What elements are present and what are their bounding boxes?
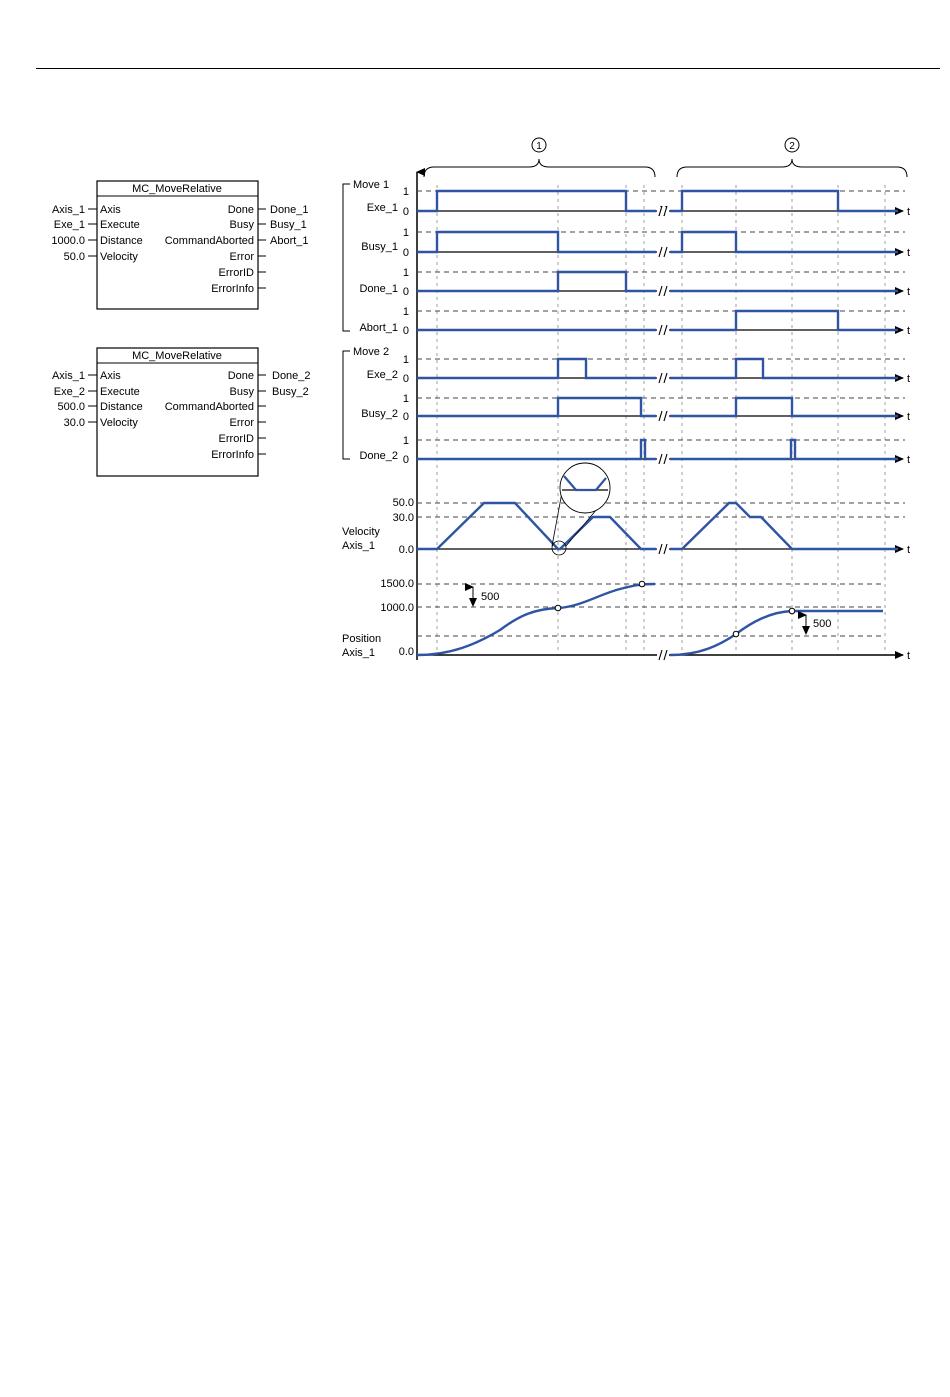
function-block-1 bbox=[51, 181, 308, 309]
position-curve-phase-1 bbox=[417, 584, 655, 655]
abort-1-waveform-phase-2 bbox=[670, 311, 898, 330]
phase-1-number: 1 bbox=[536, 141, 542, 152]
position-marker-3 bbox=[733, 631, 739, 637]
signal-row-abort-1 bbox=[359, 306, 910, 337]
exe-2-low-level: 0 bbox=[402, 373, 409, 385]
exe-2-waveform bbox=[417, 359, 656, 378]
block-1-input-velocity-value: 50.0 bbox=[63, 251, 85, 263]
exe-2-time-label: t bbox=[907, 373, 911, 385]
block-1-param-error: Error bbox=[229, 251, 254, 263]
busy-1-waveform bbox=[417, 232, 656, 252]
zoom-magnifier-circle bbox=[560, 463, 610, 513]
busy-1-label: Busy_1 bbox=[361, 241, 398, 253]
velocity-label-line-1: Velocity bbox=[342, 526, 380, 538]
velocity-label-line-2: Axis_1 bbox=[342, 540, 376, 552]
position-curve-phase-2 bbox=[670, 611, 883, 655]
block-1-output-done-value: Done_1 bbox=[270, 204, 309, 216]
position-tick-1500: 1500.0 bbox=[380, 578, 414, 590]
block-2-input-execute-value: Exe_2 bbox=[53, 386, 85, 398]
phase-2-number: 2 bbox=[789, 141, 795, 152]
block-2-output-busy-value: Busy_2 bbox=[272, 386, 309, 398]
busy-1-time-label: t bbox=[907, 247, 911, 259]
time-break-marks bbox=[657, 206, 669, 660]
block-1-param-execute: Execute bbox=[100, 219, 140, 231]
exe-1-label: Exe_1 bbox=[366, 202, 398, 214]
block-2-param-distance: Distance bbox=[100, 401, 143, 413]
velocity-tick-0: 0.0 bbox=[398, 544, 414, 556]
block-1-input-axis-value: Axis_1 bbox=[51, 204, 85, 216]
block-2-param-done: Done bbox=[227, 370, 254, 382]
velocity-curve-phase-2 bbox=[670, 503, 898, 549]
done-1-high-level: 1 bbox=[402, 267, 409, 279]
done-2-label: Done_2 bbox=[359, 450, 398, 462]
exe-2-label: Exe_2 bbox=[366, 369, 398, 381]
block-2-input-distance-value: 500.0 bbox=[57, 401, 85, 413]
velocity-time-label: t bbox=[907, 544, 911, 556]
block-1-param-errorid: ErrorID bbox=[218, 267, 254, 279]
move-1-label: Move 1 bbox=[353, 179, 390, 191]
block-2-param-commandaborted: CommandAborted bbox=[164, 401, 254, 413]
done-2-time-label: t bbox=[907, 454, 911, 466]
block-2-param-execute: Execute bbox=[100, 386, 140, 398]
exe-1-time-label: t bbox=[907, 206, 911, 218]
phase-1-brace bbox=[424, 159, 655, 177]
function-block-2 bbox=[52, 348, 311, 476]
exe-1-waveform bbox=[417, 191, 656, 211]
move-2-label: Move 2 bbox=[353, 346, 390, 358]
move-2-bracket bbox=[343, 351, 350, 459]
exe-1-waveform-phase-2 bbox=[670, 191, 898, 211]
busy-1-high-level: 1 bbox=[402, 227, 409, 239]
block-2-input-velocity-value: 30.0 bbox=[63, 417, 85, 429]
block-2-param-error: Error bbox=[229, 417, 254, 429]
position-marker-1 bbox=[555, 605, 561, 611]
position-time-label: t bbox=[907, 650, 911, 662]
block-2-param-velocity: Velocity bbox=[100, 417, 138, 429]
exe-2-high-level: 1 bbox=[402, 354, 409, 366]
block-2-title: MC_MoveRelative bbox=[132, 350, 222, 362]
position-tick-1000: 1000.0 bbox=[380, 602, 414, 614]
phase-2-brace bbox=[677, 159, 907, 177]
done-1-time-label: t bbox=[907, 286, 911, 298]
done-2-waveform bbox=[417, 440, 656, 459]
position-tick-0: 0.0 bbox=[398, 646, 414, 658]
block-1-input-distance-value: 1000.0 bbox=[51, 235, 85, 247]
block-1-param-errorinfo: ErrorInfo bbox=[211, 283, 254, 295]
abort-1-high-level: 1 bbox=[402, 306, 409, 318]
done-2-waveform-phase-2 bbox=[670, 440, 898, 459]
abort-1-low-level: 0 bbox=[402, 325, 409, 337]
velocity-curve-phase-1 bbox=[417, 503, 656, 549]
block-1-param-busy: Busy bbox=[229, 219, 254, 231]
done-2-low-level: 0 bbox=[402, 454, 409, 466]
abort-1-time-label: t bbox=[907, 325, 911, 337]
done-1-waveform bbox=[417, 272, 656, 291]
block-1-param-distance: Distance bbox=[100, 235, 143, 247]
block-1-param-done: Done bbox=[227, 204, 254, 216]
signal-row-busy-1 bbox=[361, 227, 910, 259]
block-1-output-abort-value: Abort_1 bbox=[270, 235, 309, 247]
velocity-tick-50: 50.0 bbox=[392, 497, 414, 509]
busy-2-high-level: 1 bbox=[402, 393, 409, 405]
signal-row-exe-2 bbox=[367, 354, 910, 385]
busy-1-waveform-phase-2 bbox=[670, 232, 898, 252]
block-2-input-axis-value: Axis_1 bbox=[51, 370, 85, 382]
block-2-output-done-value: Done_2 bbox=[272, 370, 311, 382]
block-1-output-busy-value: Busy_1 bbox=[270, 219, 307, 231]
signal-row-done-2 bbox=[359, 435, 910, 466]
busy-2-waveform bbox=[417, 398, 656, 416]
block-1-param-axis: Axis bbox=[100, 204, 121, 216]
signal-row-done-1 bbox=[359, 267, 910, 298]
abort-1-label: Abort_1 bbox=[359, 322, 398, 334]
position-label-line-2: Axis_1 bbox=[342, 647, 376, 659]
move-1-bracket bbox=[343, 184, 350, 331]
block-1-title: MC_MoveRelative bbox=[132, 183, 222, 195]
exe-1-low-level: 0 bbox=[402, 206, 409, 218]
position-delta-label-2: 500 bbox=[813, 618, 832, 630]
done-2-high-level: 1 bbox=[402, 435, 409, 447]
busy-1-low-level: 0 bbox=[402, 247, 409, 259]
block-1-input-execute-value: Exe_1 bbox=[53, 219, 85, 231]
block-1-param-velocity: Velocity bbox=[100, 251, 138, 263]
exe-2-waveform-phase-2 bbox=[670, 359, 898, 378]
done-1-low-level: 0 bbox=[402, 286, 409, 298]
velocity-tick-30: 30.0 bbox=[392, 512, 414, 524]
position-delta-label-1: 500 bbox=[481, 591, 500, 603]
block-2-param-errorid: ErrorID bbox=[218, 433, 254, 445]
exe-1-high-level: 1 bbox=[402, 186, 409, 198]
signal-row-busy-2 bbox=[361, 393, 910, 423]
done-1-label: Done_1 bbox=[359, 283, 398, 295]
signal-row-exe-1 bbox=[367, 186, 910, 218]
block-2-param-axis: Axis bbox=[100, 370, 121, 382]
block-1-param-commandaborted: CommandAborted bbox=[164, 235, 254, 247]
busy-2-waveform-phase-2 bbox=[670, 398, 898, 416]
block-2-param-errorinfo: ErrorInfo bbox=[211, 449, 254, 461]
busy-2-low-level: 0 bbox=[402, 411, 409, 423]
block-2-param-busy: Busy bbox=[229, 386, 254, 398]
position-marker-2 bbox=[639, 581, 645, 587]
position-marker-4 bbox=[789, 608, 795, 614]
busy-2-label: Busy_2 bbox=[361, 408, 398, 420]
busy-2-time-label: t bbox=[907, 411, 911, 423]
position-label-line-1: Position bbox=[342, 633, 382, 645]
